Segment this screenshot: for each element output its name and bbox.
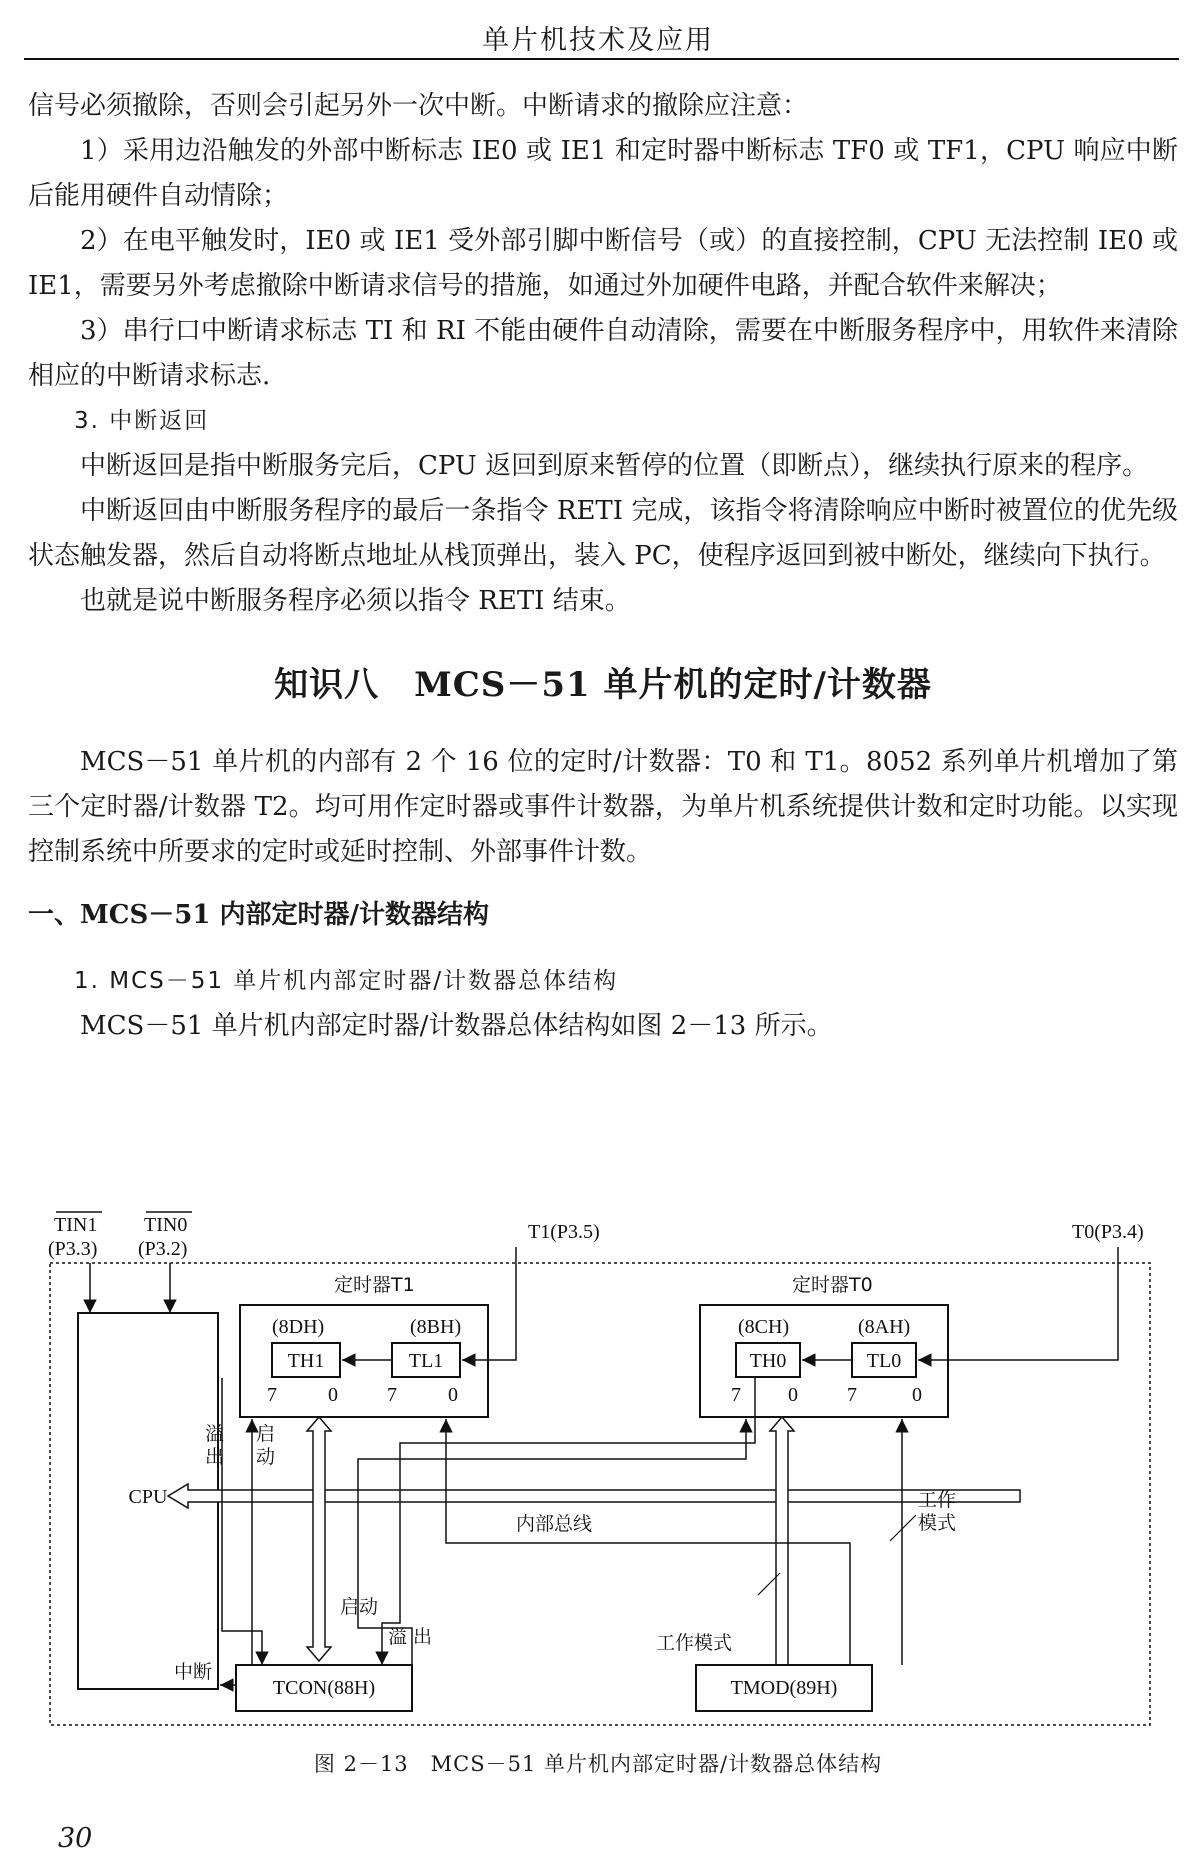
work-mode-label-char1: 工作 bbox=[918, 1489, 957, 1511]
th1-bit-low: 0 bbox=[328, 1384, 338, 1406]
th0-bit-high: 7 bbox=[731, 1384, 741, 1406]
internal-bus-label: 内部总线 bbox=[516, 1513, 593, 1535]
tin0-pin-label: (P3.2) bbox=[138, 1238, 188, 1260]
paragraph: 中断返回由中断服务程序的最后一条指令 RETI 完成，该指令将清除响应中断时被置位的优先级状态触发器，然后自动将断点地址从栈顶弹出，装入 PC，使程序返回到被中断处，继续向下执行。 bbox=[28, 496, 1178, 571]
th0-bit-low: 0 bbox=[788, 1384, 798, 1406]
subsection-title: 一、MCS－51 内部定时器/计数器结构 bbox=[28, 900, 489, 930]
tl0-address: (8AH) bbox=[858, 1316, 911, 1338]
paragraph: 信号必须撤除，否则会引起另外一次中断。中断请求的撤除应注意： bbox=[28, 91, 809, 121]
t1-pin-label: T1(P3.5) bbox=[528, 1221, 600, 1243]
timer0-title: 定时器T0 bbox=[792, 1274, 873, 1296]
overflow-label: 溢 出 bbox=[388, 1626, 433, 1648]
t0-mode-callout bbox=[890, 1515, 916, 1541]
t0-pin-label: T0(P3.4) bbox=[1072, 1221, 1144, 1243]
tin1-label: TIN1 bbox=[54, 1214, 98, 1236]
tcon-label: TCON(88H) bbox=[272, 1677, 376, 1699]
t1-tcon-bus bbox=[307, 1417, 331, 1661]
tl1-label: TL1 bbox=[408, 1350, 444, 1372]
work-mode-label: 工作模式 bbox=[656, 1632, 733, 1654]
tin1-pin-label: (P3.3) bbox=[48, 1238, 98, 1260]
timer-structure-diagram bbox=[40, 1203, 1160, 1733]
section-title: 知识八 MCS－51 单片机的定时/计数器 bbox=[274, 665, 932, 705]
start-label-char1: 启 bbox=[256, 1423, 276, 1445]
tmod-label: TMOD(89H) bbox=[730, 1677, 838, 1699]
tl1-bit-high: 7 bbox=[387, 1384, 397, 1406]
th0-label: TH0 bbox=[749, 1350, 787, 1372]
paragraph: MCS－51 单片机的内部有 2 个 16 位的定时/计数器：T0 和 T1。8052 系列单片机增加了第三个定时器/计数器 T2。均可用作定时器或事件计数器，为单片机系统提供计数和定时功能。以实现控制系统中所要求的定时或延时控制、外部事件计数。 bbox=[28, 747, 1178, 867]
overflow-label-char2: 出 bbox=[205, 1446, 225, 1468]
page-number: 30 bbox=[58, 1823, 93, 1854]
tl1-bit-low: 0 bbox=[448, 1384, 458, 1406]
t0-tmod-bus bbox=[770, 1417, 794, 1685]
th1-bit-high: 7 bbox=[267, 1384, 277, 1406]
internal-bus bbox=[168, 1484, 1020, 1508]
timer1-title: 定时器T1 bbox=[334, 1274, 415, 1296]
paragraph: 也就是说中断服务程序必须以指令 RETI 结束。 bbox=[80, 586, 631, 616]
tl1-address: (8BH) bbox=[410, 1316, 462, 1338]
th0-address: (8CH) bbox=[738, 1316, 790, 1338]
t1-mode-line bbox=[446, 1419, 850, 1665]
page-body bbox=[28, 84, 1178, 1049]
interrupt-label: 中断 bbox=[174, 1661, 213, 1683]
running-header: 单片机技术及应用 bbox=[482, 25, 714, 56]
tl0-label: TL0 bbox=[866, 1350, 902, 1372]
th1-label: TH1 bbox=[287, 1350, 325, 1372]
tin0-label: TIN0 bbox=[144, 1214, 188, 1236]
t1-overflow-line bbox=[222, 1378, 262, 1665]
sub-heading: 1. MCS－51 单片机内部定时器/计数器总体结构 bbox=[74, 968, 619, 994]
paragraph: 3）串行口中断请求标志 TI 和 RI 不能由硬件自动清除，需要在中断服务程序中，用软件来清除相应的中断请求标志. bbox=[28, 316, 1178, 391]
subsection-heading: 3. 中断返回 bbox=[74, 408, 210, 434]
tl0-bit-low: 0 bbox=[912, 1384, 922, 1406]
tl0-bit-high: 7 bbox=[847, 1384, 857, 1406]
work-mode-label-char2: 模式 bbox=[918, 1512, 957, 1534]
paragraph: MCS－51 单片机内部定时器/计数器总体结构如图 2－13 所示。 bbox=[80, 1011, 833, 1041]
cpu-label: CPU bbox=[128, 1486, 168, 1508]
start-label: 启动 bbox=[340, 1596, 379, 1618]
paragraph: 2）在电平触发时，IE0 或 IE1 受外部引脚中断信号（或）的直接控制，CPU 无法控制 IE0 或 IE1，需要另外考虑撤除中断请求信号的措施，如通过外加硬件电路，并配合软件来解决； bbox=[28, 226, 1178, 301]
paragraph: 1）采用边沿触发的外部中断标志 IE0 或 IE1 和定时器中断标志 TF0 或 TF1，CPU 响应中断后能用硬件自动情除； bbox=[28, 136, 1178, 211]
start-label-char2: 动 bbox=[256, 1446, 276, 1468]
th1-address: (8DH) bbox=[272, 1316, 325, 1338]
overflow-label-char1: 溢 bbox=[205, 1423, 225, 1445]
header-rule bbox=[24, 58, 1179, 60]
figure-caption: 图 2－13 MCS－51 单片机内部定时器/计数器总体结构 bbox=[313, 1752, 883, 1776]
paragraph: 中断返回是指中断服务完后，CPU 返回到原来暂停的位置（即断点），继续执行原来的程序。 bbox=[80, 451, 1149, 481]
